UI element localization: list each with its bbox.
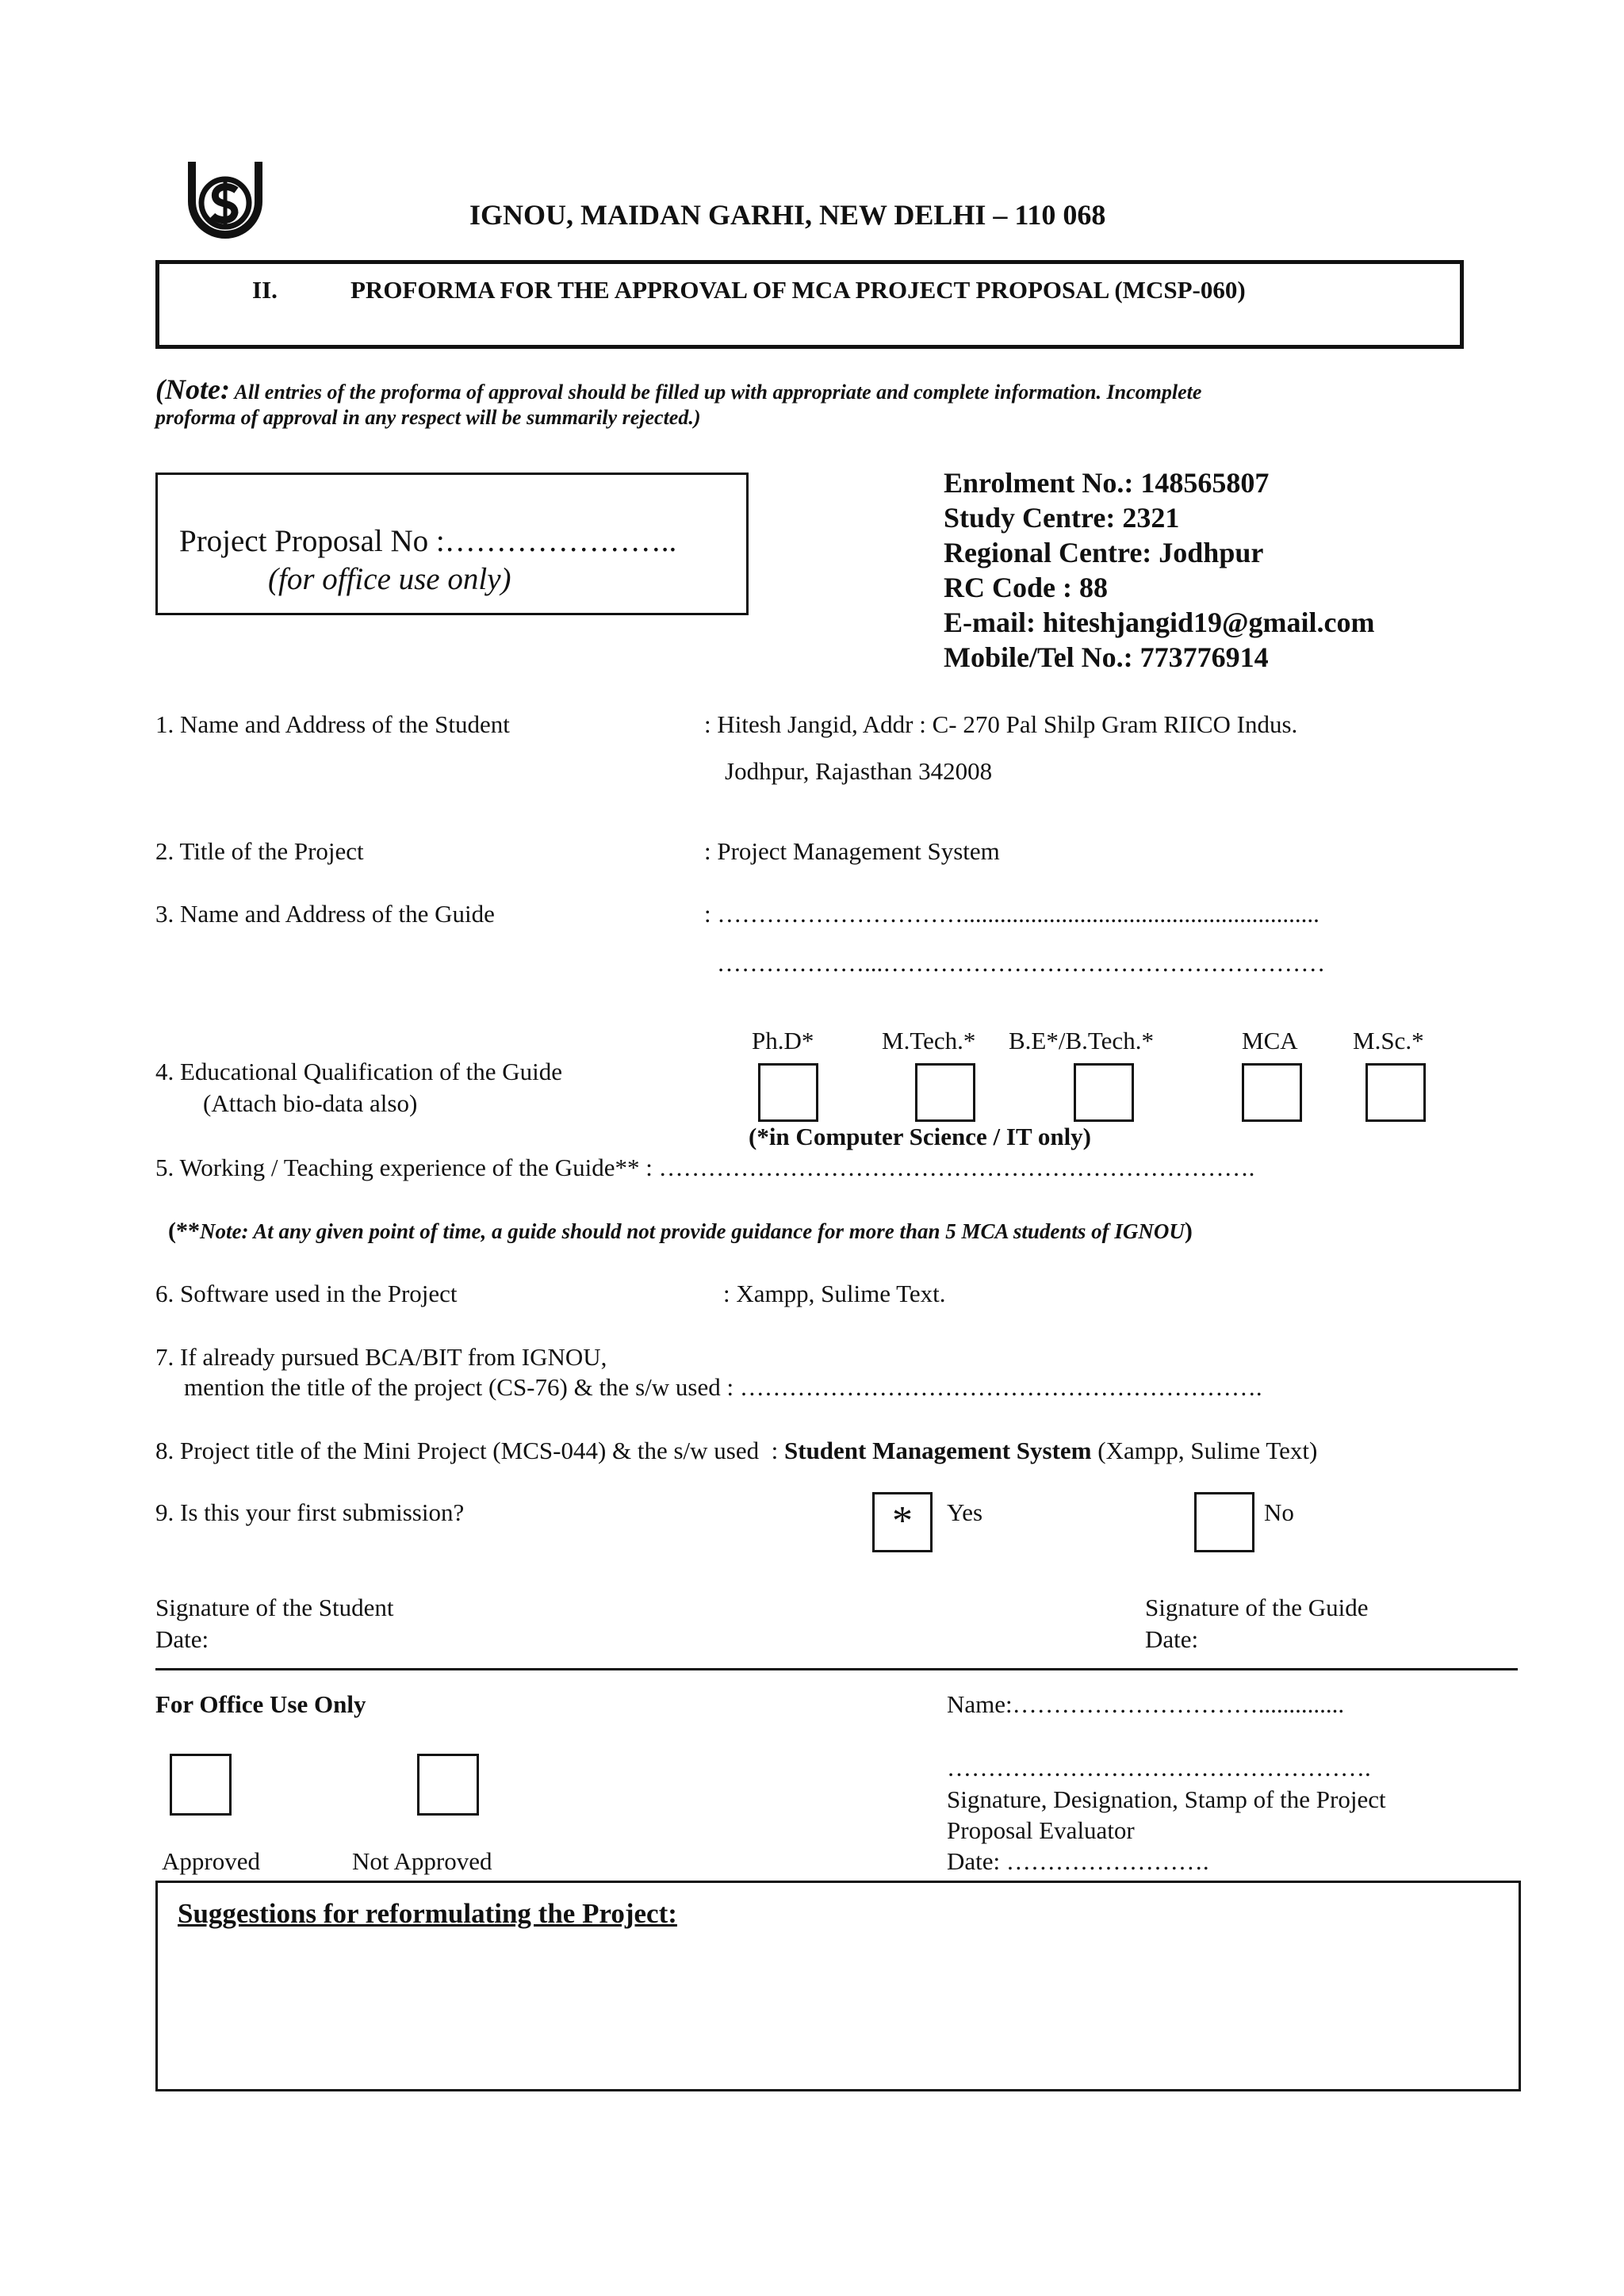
q5-label: 5. Working / Teaching experience of the Guide** : ……………………………………………………………….: [155, 1154, 1255, 1181]
q4-btech-checkbox[interactable]: [1074, 1063, 1134, 1122]
q4-mtech-checkbox[interactable]: [915, 1063, 975, 1122]
divider: [155, 1668, 1518, 1670]
student-signature: Signature of the Student: [155, 1594, 394, 1621]
regional-centre: Regional Centre: Jodhpur: [944, 537, 1264, 568]
not-approved-label: Not Approved: [352, 1847, 492, 1875]
q3-value-line2: ………………...………………………………………………: [717, 949, 1326, 977]
note-line1: All entries of the proforma of approval should be filled up with appropriate and complete information. Incomplete: [234, 381, 1202, 404]
q9-yes-label: Yes: [947, 1498, 983, 1526]
evaluator-signature-line1: Signature, Designation, Stamp of the Project: [947, 1785, 1386, 1813]
note-line2: proforma of approval in any respect will be summarily rejected.): [155, 406, 701, 429]
q9-label: 9. Is this your first submission?: [155, 1498, 465, 1526]
q4-option-mca: MCA: [1242, 1027, 1298, 1054]
q6-label: 6. Software used in the Project: [155, 1280, 458, 1307]
q6-value: : Xampp, Sulime Text.: [723, 1280, 946, 1307]
study-centre: Study Centre: 2321: [944, 502, 1180, 534]
q8-suffix: (Xampp, Sulime Text): [1091, 1437, 1318, 1464]
office-use-only-note: (for office use only): [268, 562, 511, 596]
q3-label: 3. Name and Address of the Guide: [155, 900, 495, 928]
q4-option-msc: M.Sc.*: [1353, 1027, 1424, 1054]
q2-label: 2. Title of the Project: [155, 837, 364, 865]
q9-yes-checkbox[interactable]: [872, 1492, 933, 1552]
q7-line2: mention the title of the project (CS-76) & the s/w used : ……………………………………………………….: [184, 1373, 1262, 1401]
note-text: [155, 373, 1201, 406]
q8-line: [155, 1437, 1317, 1465]
proforma-title: PROFORMA FOR THE APPROVAL OF MCA PROJECT PROPOSAL (MCSP-060): [350, 276, 1246, 304]
q1-value-line2: Jodhpur, Rajasthan 342008: [725, 757, 993, 785]
evaluator-dots: …………………………………………….: [947, 1754, 1371, 1781]
q4-label: 4. Educational Qualification of the Guide: [155, 1058, 563, 1085]
not-approved-checkbox[interactable]: [417, 1754, 479, 1816]
guide-date: Date:: [1145, 1625, 1199, 1653]
title-number: II.: [252, 276, 278, 304]
q9-no-label: No: [1264, 1498, 1294, 1526]
q1-label: 1. Name and Address of the Student: [155, 710, 510, 738]
suggestions-title: Suggestions for reformulating the Project:: [178, 1898, 677, 1929]
office-use-title: For Office Use Only: [155, 1690, 366, 1718]
ignou-logo-icon: [181, 155, 270, 247]
student-date: Date:: [155, 1625, 209, 1653]
q3-value-line1: : …………………………..........................................................: [704, 900, 1320, 928]
q9-yes-mark: *: [892, 1498, 913, 1544]
note-label: (Note:: [155, 373, 230, 405]
approved-label: Approved: [162, 1847, 260, 1875]
title-box: [155, 260, 1464, 349]
q2-value: : Project Management System: [704, 837, 1000, 865]
q7-line1: 7. If already pursued BCA/BIT from IGNOU,: [155, 1343, 607, 1371]
rc-code: RC Code : 88: [944, 572, 1108, 603]
mobile: Mobile/Tel No.: 773776914: [944, 641, 1269, 673]
evaluator-signature-line2: Proposal Evaluator: [947, 1816, 1135, 1844]
q9-no-checkbox[interactable]: [1194, 1492, 1254, 1552]
evaluator-date: Date: …………………….: [947, 1847, 1209, 1875]
guide-signature: Signature of the Guide: [1145, 1594, 1369, 1621]
enrolment-no: Enrolment No.: 148565807: [944, 467, 1270, 499]
q8-project-title: Student Management System: [784, 1437, 1092, 1464]
approved-checkbox[interactable]: [170, 1754, 232, 1816]
q5-note: [168, 1218, 1193, 1245]
q4-option-btech: B.E*/B.Tech.*: [1009, 1027, 1154, 1054]
email: E-mail: hiteshjangid19@gmail.com: [944, 607, 1375, 638]
proposal-no-label: Project Proposal No :…………………..: [179, 524, 677, 558]
q4-footnote: (*in Computer Science / IT only): [749, 1123, 1092, 1150]
q4-msc-checkbox[interactable]: [1365, 1063, 1426, 1122]
q5-note-prefix: (**: [168, 1218, 200, 1244]
q1-value-line1: : Hitesh Jangid, Addr : C- 270 Pal Shilp Gram RIICO Indus.: [704, 710, 1298, 738]
q5-note-body: Note: At any given point of time, a guide should not provide guidance for more than 5 MCA students of IGNOU: [200, 1219, 1185, 1243]
q8-prefix: 8. Project title of the Mini Project (MCS-044) & the s/w used :: [155, 1437, 784, 1464]
institution-title: IGNOU, MAIDAN GARHI, NEW DELHI – 110 068: [469, 199, 1106, 231]
q4-sub: (Attach bio-data also): [203, 1089, 418, 1117]
q4-mca-checkbox[interactable]: [1242, 1063, 1302, 1122]
q4-option-phd: Ph.D*: [752, 1027, 814, 1054]
q5-note-suffix: ): [1184, 1218, 1193, 1244]
q4-phd-checkbox[interactable]: [758, 1063, 818, 1122]
evaluator-name: Name:…………………………..............: [947, 1690, 1345, 1718]
q4-option-mtech: M.Tech.*: [882, 1027, 976, 1054]
